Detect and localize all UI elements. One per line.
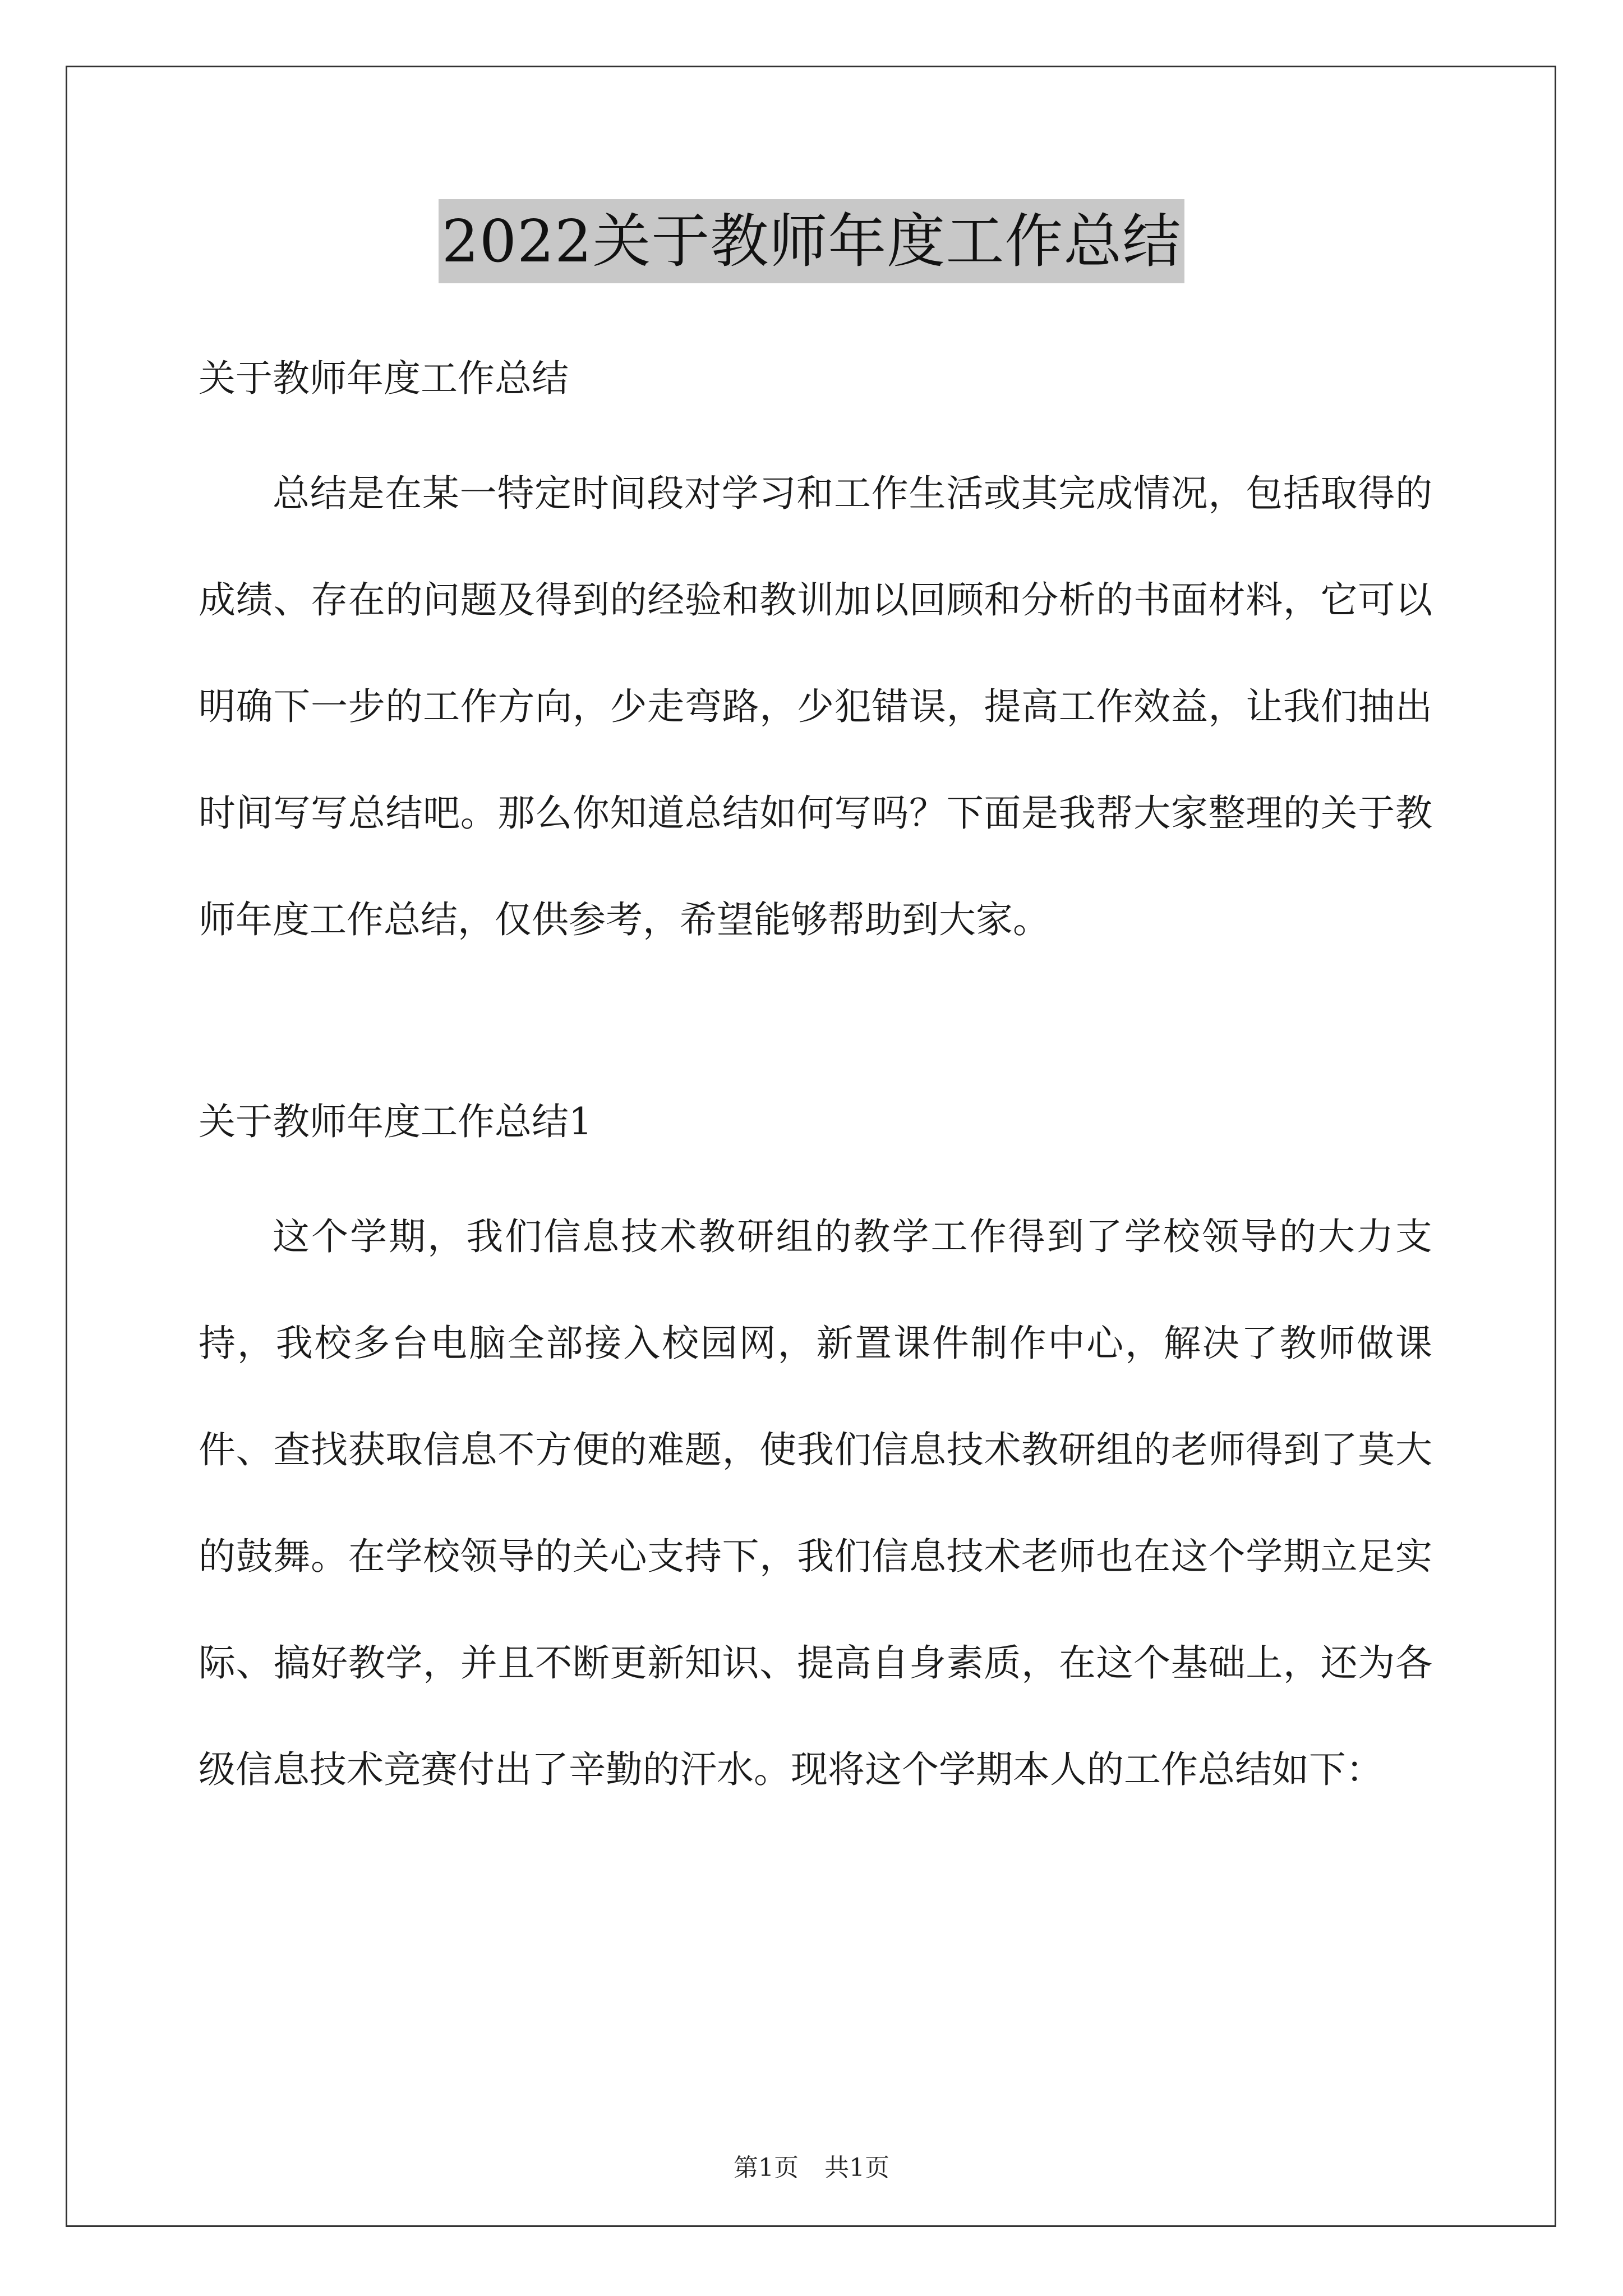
intro-paragraph: 总结是在某一特定时间段对学习和工作生活或其完成情况，包括取得的成绩、存在的问题及得到的经验和教训加以回顾和分析的书面材料，它可以明确下一步的工作方向，少走弯路，少犯错误，提高工作效益，让我们抽出时间写写总结吧。那么你知道总结如何写吗？下面是我帮大家整理的关于教师年度工作总结，仅供参考，希望能够帮助到大家。: [199, 472, 1432, 941]
page-number-total: 共1页: [824, 2154, 889, 2182]
title-container: [0, 199, 1623, 283]
document-title: 2022关于教师年度工作总结: [439, 199, 1185, 283]
intro-heading: 关于教师年度工作总结: [199, 357, 569, 400]
page-number-current: 第1页: [734, 2154, 799, 2182]
section-paragraph-1: 这个学期，我们信息技术教研组的教学工作得到了学校领导的大力支持，我校多台电脑全部接入校园网，新置课件制作中心，解决了教师做课件、查找获取信息不方便的难题，使我们信息技术教研组的老师得到了莫大的鼓舞。在学校领导的关心支持下，我们信息技术老师也在这个学期立足实际、搞好教学，并且不断更新知识、提高自身素质，在这个基础上，还为各级信息技术竞赛付出了辛勤的汗水。现将这个学期本人的工作总结如下：: [199, 1215, 1432, 1791]
page-footer: [0, 2151, 1623, 2185]
section-heading-1: 关于教师年度工作总结1: [199, 1100, 592, 1143]
document-body: [199, 345, 1432, 1823]
